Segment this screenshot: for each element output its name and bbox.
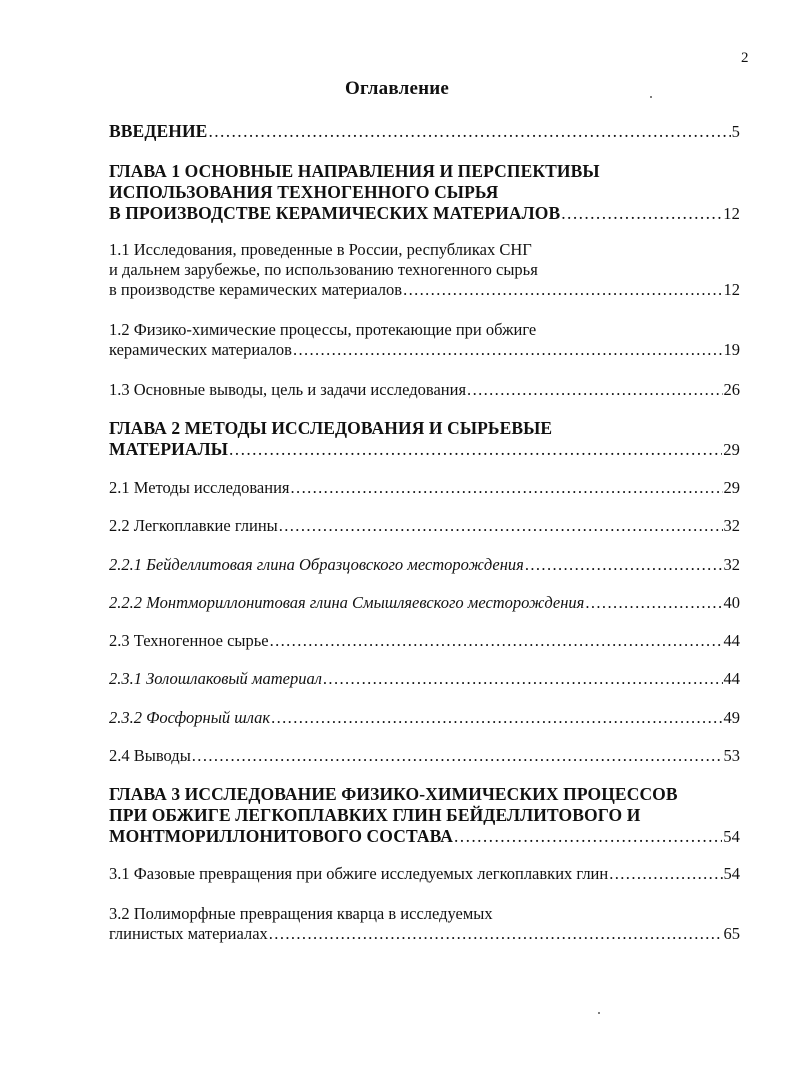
entry-page-number: 32 bbox=[723, 555, 740, 574]
entry-page-number: 44 bbox=[723, 631, 740, 650]
entry-text: 2.2.2 Монтмориллонитовая глина Смышляевского месторождения bbox=[109, 593, 585, 612]
entry-text: глинистых материалах bbox=[109, 924, 268, 943]
toc-entry-3-2[interactable] bbox=[109, 904, 740, 944]
toc-entry-2-2[interactable] bbox=[109, 516, 740, 536]
dot-leader bbox=[293, 340, 723, 360]
entry-text: ГЛАВА 1 ОСНОВНЫЕ НАПРАВЛЕНИЯ И ПЕРСПЕКТИВЫ bbox=[109, 161, 600, 181]
entry-page-number: 53 bbox=[723, 746, 740, 765]
entry-page-number: 49 bbox=[723, 708, 740, 727]
entry-text: МАТЕРИАЛЫ bbox=[109, 439, 229, 459]
entry-text: 2.2 Легкоплавкие глины bbox=[109, 516, 278, 535]
entry-page-number: 5 bbox=[731, 122, 740, 141]
toc-entry-1-2[interactable] bbox=[109, 320, 740, 360]
page-number: 2 bbox=[741, 50, 749, 66]
entry-page-number: 54 bbox=[723, 864, 740, 883]
toc-entry-chapter-3[interactable] bbox=[109, 784, 740, 847]
entry-page-number: 12 bbox=[723, 204, 740, 223]
toc-entry-introduction[interactable] bbox=[109, 121, 740, 142]
entry-text: керамических материалов bbox=[109, 340, 292, 359]
dot-leader bbox=[271, 708, 722, 728]
entry-page-number: 32 bbox=[723, 516, 740, 535]
dot-leader bbox=[291, 478, 723, 498]
entry-page-number: 29 bbox=[723, 440, 740, 459]
dot-leader bbox=[467, 380, 722, 400]
toc-entry-1-1[interactable] bbox=[109, 240, 740, 300]
entry-text: 2.1 Методы исследования bbox=[109, 478, 290, 497]
entry-text: ПРИ ОБЖИГЕ ЛЕГКОПЛАВКИХ ГЛИН БЕЙДЕЛЛИТОВОГО И bbox=[109, 805, 641, 825]
toc-entry-2-3-2[interactable] bbox=[109, 708, 740, 728]
dot-leader bbox=[192, 746, 723, 766]
entry-text: 2.4 Выводы bbox=[109, 746, 191, 765]
entry-text: 2.3.2 Фосфорный шлак bbox=[109, 708, 271, 727]
toc-entry-2-3-1[interactable] bbox=[109, 669, 740, 689]
entry-text: 3.1 Фазовые превращения при обжиге исследуемых легкоплавких глин bbox=[109, 864, 609, 883]
toc-title: Оглавление bbox=[344, 78, 450, 99]
toc-entry-2-2-1[interactable] bbox=[109, 555, 740, 575]
toc-entry-1-3[interactable] bbox=[109, 380, 740, 400]
entry-page-number: 12 bbox=[723, 280, 740, 299]
dot-leader bbox=[229, 439, 722, 460]
entry-page-number: 54 bbox=[723, 827, 740, 846]
entry-text: 2.2.1 Бейделлитовая глина Образцовского месторождения bbox=[109, 555, 524, 574]
toc-entry-chapter-1[interactable] bbox=[109, 161, 740, 224]
entry-text: 2.3 Техногенное сырье bbox=[109, 631, 269, 650]
dot-leader bbox=[403, 280, 722, 300]
entry-text: МОНТМОРИЛЛОНИТОВОГО СОСТАВА bbox=[109, 826, 454, 846]
entry-page-number: 40 bbox=[723, 593, 740, 612]
entry-text: ИСПОЛЬЗОВАНИЯ ТЕХНОГЕННОГО СЫРЬЯ bbox=[109, 182, 499, 202]
toc-entry-2-1[interactable] bbox=[109, 478, 740, 498]
dot-leader bbox=[561, 203, 722, 224]
dot-leader bbox=[208, 121, 730, 142]
dot-leader bbox=[454, 826, 722, 847]
entry-text: и дальнем зарубежье, по использованию техногенного сырья bbox=[109, 260, 538, 279]
entry-page-number: 29 bbox=[723, 478, 740, 497]
dot-leader bbox=[279, 516, 723, 536]
entry-page-number: 26 bbox=[723, 380, 740, 399]
entry-page-number: 65 bbox=[723, 924, 740, 943]
entry-text: 3.2 Полиморфные превращения кварца в исследуемых bbox=[109, 904, 493, 923]
toc-entry-chapter-2[interactable] bbox=[109, 418, 740, 460]
entry-text: 2.3.1 Золошлаковый материал bbox=[109, 669, 322, 688]
entry-text: ГЛАВА 3 ИССЛЕДОВАНИЕ ФИЗИКО-ХИМИЧЕСКИХ ПРОЦЕССОВ bbox=[109, 784, 678, 804]
entry-text: В ПРОИЗВОДСТВЕ КЕРАМИЧЕСКИХ МАТЕРИАЛОВ bbox=[109, 203, 561, 223]
entry-text: 1.1 Исследования, проведенные в России, республиках СНГ bbox=[109, 240, 532, 259]
scan-speck bbox=[598, 1012, 600, 1014]
dot-leader bbox=[525, 555, 723, 575]
dot-leader bbox=[323, 669, 723, 689]
dot-leader bbox=[585, 593, 722, 613]
entry-text: 1.3 Основные выводы, цель и задачи исследования bbox=[109, 380, 467, 399]
entry-page-number: 44 bbox=[723, 669, 740, 688]
entry-text: ГЛАВА 2 МЕТОДЫ ИССЛЕДОВАНИЯ И СЫРЬЕВЫЕ bbox=[109, 418, 553, 438]
dot-leader bbox=[270, 631, 723, 651]
toc-entry-2-4[interactable] bbox=[109, 746, 740, 766]
entry-page-number: 19 bbox=[723, 340, 740, 359]
entry-text: 1.2 Физико-химические процессы, протекающие при обжиге bbox=[109, 320, 537, 339]
entry-text: ВВЕДЕНИЕ bbox=[109, 121, 208, 141]
entry-text: в производстве керамических материалов bbox=[109, 280, 403, 299]
scan-speck bbox=[650, 96, 652, 98]
dot-leader bbox=[609, 864, 722, 884]
dot-leader bbox=[269, 924, 723, 944]
toc-entry-2-2-2[interactable] bbox=[109, 593, 740, 613]
toc-entry-3-1[interactable] bbox=[109, 864, 740, 884]
toc-entry-2-3[interactable] bbox=[109, 631, 740, 651]
